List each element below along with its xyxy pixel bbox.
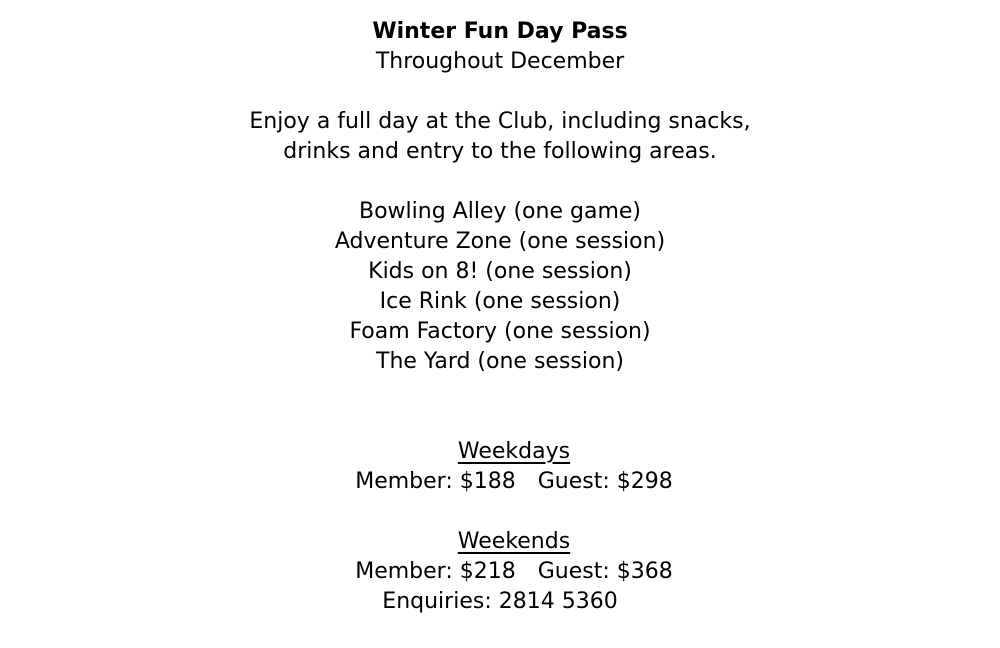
weekends-member-price: Member: $218 [355, 559, 516, 584]
weekdays-heading: Weekdays [457, 439, 571, 464]
area-item: Adventure Zone (one session) [334, 229, 666, 254]
area-item: Kids on 8! (one session) [368, 259, 632, 284]
flyer-subtitle: Throughout December [375, 49, 625, 74]
flyer-title: Winter Fun Day Pass [372, 19, 628, 44]
weekends-heading: Weekends [457, 529, 571, 554]
intro-line-2: drinks and entry to the following areas. [283, 139, 717, 164]
weekends-guest-price: Guest: $368 [537, 559, 673, 584]
weekdays-guest-price: Guest: $298 [537, 469, 673, 494]
enquiries-line: Enquiries: 2814 5360 [382, 589, 618, 614]
weekdays-member-price: Member: $188 [355, 469, 516, 494]
area-item: The Yard (one session) [376, 349, 624, 374]
area-item: Bowling Alley (one game) [358, 199, 641, 224]
area-item: Ice Rink (one session) [379, 289, 621, 314]
intro-line-1: Enjoy a full day at the Club, including snacks, [249, 109, 751, 134]
area-item: Foam Factory (one session) [349, 319, 651, 344]
